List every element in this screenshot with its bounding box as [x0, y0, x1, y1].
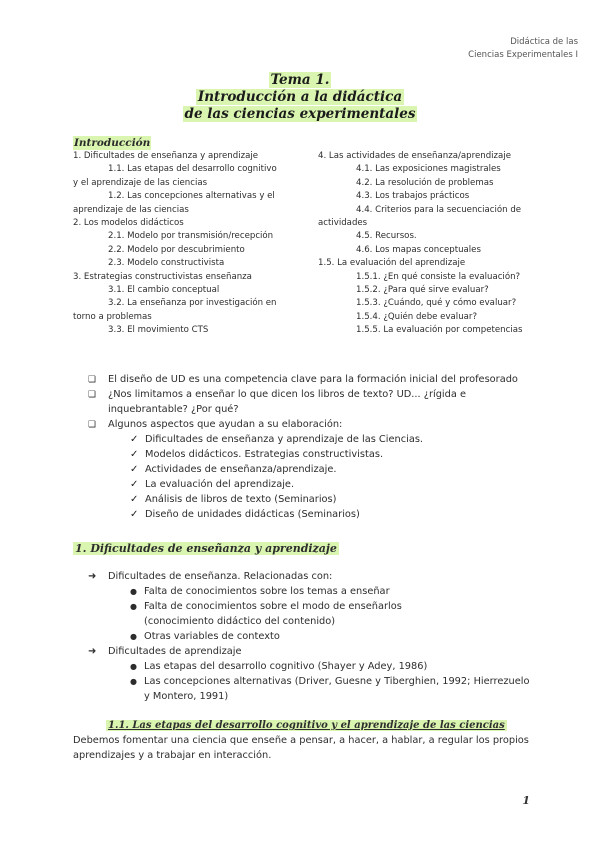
section-heading: 1. Dificultades de enseñanza y aprendizaje: [75, 542, 337, 555]
subsection-heading: 1.1. Las etapas del desarrollo cognitivo y el aprendizaje de las ciencias: [108, 720, 505, 731]
page-header: [468, 36, 578, 62]
toc-item: 2.1. Modelo por transmisión/recepción: [108, 231, 274, 242]
toc-item: 4.2. La resolución de problemas: [356, 177, 494, 188]
bullet-item: ❏ El diseño de UD es una competencia clave para la formación inicial del profesorado: [88, 372, 518, 388]
toc-item: 1. Dificultades de enseñanza y aprendizaje: [73, 151, 259, 161]
square-bullet-icon: ❏: [88, 375, 97, 385]
title-line-3: de las ciencias experimentales: [184, 106, 416, 122]
toc-item: 3.1. El cambio conceptual: [108, 285, 220, 296]
toc-item: 1.2. Las concepciones alternativas y el: [108, 191, 275, 202]
arrow-right-icon: ➜: [88, 571, 97, 582]
bullet-continuation: inquebrantable? ¿Por qué?: [108, 404, 239, 415]
document-title: [0, 72, 600, 123]
check-icon: ✓: [130, 479, 139, 490]
paragraph-line: aprendizajes y a trabajar en interacción.: [73, 750, 272, 761]
toc-item: 1.5.4. ¿Quién debe evaluar?: [356, 311, 478, 322]
check-icon: ✓: [130, 449, 139, 460]
check-item: ✓ Análisis de libros de texto (Seminarios): [130, 494, 337, 505]
square-bullet-icon: ❏: [88, 420, 97, 430]
toc-item: 4.5. Recursos.: [356, 231, 417, 242]
paragraph-line: Debemos fomentar una ciencia que enseñe a pensar, a hacer, a hablar, a regular los propios: [73, 735, 529, 746]
arrow-right-icon: ➜: [88, 646, 97, 657]
check-item: ✓ La evaluación del aprendizaje.: [130, 479, 295, 490]
bullet-dot-icon: ●: [130, 632, 137, 641]
check-item: ✓ Actividades de enseñanza/aprendizaje.: [130, 464, 337, 475]
dot-item: ● Falta de conocimientos sobre el modo de enseñarlos: [130, 601, 402, 612]
dot-continuation: (conocimiento didáctico del contenido): [144, 616, 336, 627]
toc-left-column: [73, 150, 288, 338]
header-line-1: Didáctica de las: [510, 37, 578, 47]
dot-item: ● Falta de conocimientos sobre los temas a enseñar: [130, 586, 390, 597]
bullet-dot-icon: ●: [130, 587, 137, 596]
bullet-item: ❏ Algunos aspectos que ayudan a su elaboración:: [88, 417, 342, 433]
toc-item: aprendizaje de las ciencias: [73, 204, 189, 215]
dot-continuation: y Montero, 1991): [144, 691, 229, 702]
toc-item: 3. Estrategias constructivistas enseñanza: [73, 271, 252, 282]
toc-item: 4. Las actividades de enseñanza/aprendizaje: [318, 151, 511, 161]
toc-item: 1.5.3. ¿Cuándo, qué y cómo evaluar?: [356, 298, 517, 309]
toc-item: 4.4. Criterios para la secuenciación de: [356, 204, 522, 215]
toc-item: 3.2. La enseñanza por investigación en: [108, 298, 277, 309]
check-item: ✓ Diseño de unidades didácticas (Seminarios): [130, 509, 360, 520]
toc-item: 3.3. El movimiento CTS: [108, 325, 209, 336]
toc-item: 1.1. Las etapas del desarrollo cognitivo: [108, 164, 277, 175]
toc-item: actividades: [318, 218, 368, 229]
toc-item: 2.3. Modelo constructivista: [108, 258, 225, 269]
toc-item: torno a problemas: [73, 311, 152, 322]
toc-item: 4.6. Los mapas conceptuales: [356, 244, 481, 255]
dot-item: ● Las etapas del desarrollo cognitivo (Shayer y Adey, 1986): [130, 661, 428, 672]
toc-item: 1.5.5. La evaluación por competencias: [356, 325, 523, 336]
toc-item: 4.1. Las exposiciones magistrales: [356, 164, 501, 175]
square-bullet-icon: ❏: [88, 390, 97, 400]
toc-item: 4.3. Los trabajos prácticos: [356, 191, 470, 202]
toc-item: 1.5. La evaluación del aprendizaje: [318, 258, 466, 269]
arrow-item: ➜ Dificultades de aprendizaje: [88, 646, 242, 657]
check-icon: ✓: [130, 464, 139, 475]
check-item: ✓ Dificultades de enseñanza y aprendizaje de las Ciencias.: [130, 434, 424, 445]
title-line-1: Tema 1.: [270, 72, 330, 88]
intro-heading: Introducción: [74, 137, 151, 149]
header-line-2: Ciencias Experimentales I: [468, 50, 578, 60]
page-number: 1: [522, 794, 530, 807]
dot-item: ● Las concepciones alternativas (Driver, Guesne y Tiberghien, 1992; Hierrezuelo: [130, 676, 530, 687]
toc-item: 1.5.1. ¿En qué consiste la evaluación?: [356, 271, 521, 282]
check-icon: ✓: [130, 494, 139, 505]
bullet-dot-icon: ●: [130, 677, 137, 686]
toc-item: 1.5.2. ¿Para qué sirve evaluar?: [356, 285, 489, 296]
title-line-2: Introducción a la didáctica: [197, 89, 403, 105]
toc-item: y el aprendizaje de las ciencias: [73, 177, 208, 188]
toc-item: 2.2. Modelo por descubrimiento: [108, 244, 245, 255]
toc-right-column: [318, 150, 543, 338]
dot-item: ● Otras variables de contexto: [130, 631, 280, 642]
toc-item: 2. Los modelos didácticos: [73, 218, 184, 229]
bullet-dot-icon: ●: [130, 662, 137, 671]
arrow-item: ➜ Dificultades de enseñanza. Relacionadas con:: [88, 571, 333, 582]
bullet-item: ❏ ¿Nos limitamos a enseñar lo que dicen los libros de texto? UD... ¿rígida e: [88, 387, 466, 403]
check-icon: ✓: [130, 434, 139, 445]
bullet-dot-icon: ●: [130, 602, 137, 611]
check-item: ✓ Modelos didácticos. Estrategias constructivistas.: [130, 449, 384, 460]
check-icon: ✓: [130, 509, 139, 520]
